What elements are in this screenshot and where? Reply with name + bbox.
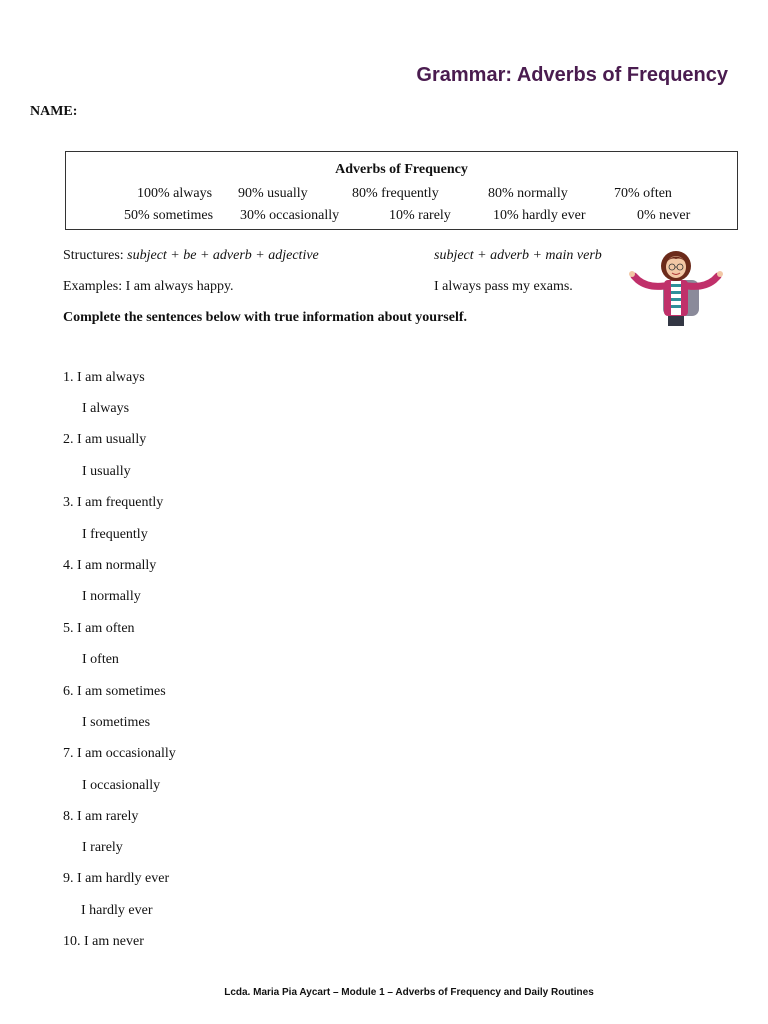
name-label: NAME: bbox=[30, 104, 78, 119]
exercise-6-be: 6. I am sometimes bbox=[63, 684, 166, 699]
exercise-7-verb: I occasionally bbox=[82, 778, 161, 793]
example-be: I am always happy. bbox=[125, 279, 234, 294]
freq-rarely: 10% rarely bbox=[389, 208, 451, 223]
examples-line bbox=[63, 279, 234, 295]
exercise-9-verb: I hardly ever bbox=[81, 903, 153, 918]
freq-frequently: 80% frequently bbox=[352, 186, 439, 201]
freq-never: 0% never bbox=[637, 208, 691, 223]
exercise-4-verb: I normally bbox=[82, 589, 141, 604]
exercise-6-verb: I sometimes bbox=[82, 715, 151, 730]
instruction: Complete the sentences below with true information about yourself. bbox=[63, 310, 468, 325]
exercise-10-be: 10. I am never bbox=[63, 934, 144, 949]
freq-normally: 80% normally bbox=[488, 186, 568, 201]
girl-illustration bbox=[626, 250, 726, 330]
page-footer: Lcda. Maria Pia Aycart – Module 1 – Adverbs of Frequency and Daily Routines bbox=[224, 987, 594, 998]
right-hand bbox=[717, 271, 723, 277]
exercise-7-be: 7. I am occasionally bbox=[63, 746, 176, 761]
left-arm bbox=[634, 276, 664, 286]
exercise-5-be: 5. I am often bbox=[63, 621, 135, 636]
exercise-8-be: 8. I am rarely bbox=[63, 809, 139, 824]
exercise-5-verb: I often bbox=[82, 652, 119, 667]
example-verb: I always pass my exams. bbox=[434, 279, 573, 294]
exercise-9-be: 9. I am hardly ever bbox=[63, 871, 170, 886]
exercise-2-be: 2. I am usually bbox=[63, 432, 147, 447]
structures-line bbox=[63, 248, 319, 264]
exercise-2-verb: I usually bbox=[82, 464, 131, 479]
structure-formula-verb bbox=[434, 248, 602, 264]
legs bbox=[668, 316, 684, 326]
freq-often: 70% often bbox=[614, 186, 672, 201]
left-hand bbox=[629, 271, 635, 277]
freq-always: 100% always bbox=[137, 186, 213, 201]
structures-label: Structures: bbox=[63, 248, 124, 263]
exercise-1-be: 1. I am always bbox=[63, 370, 145, 385]
exercise-3-verb: I frequently bbox=[82, 527, 148, 542]
structure-formula-verb-text: subject + adverb + main verb bbox=[434, 248, 602, 263]
examples-label: Examples: bbox=[63, 279, 123, 294]
freq-sometimes: 50% sometimes bbox=[124, 208, 214, 223]
exercise-4-be: 4. I am normally bbox=[63, 558, 157, 573]
frequency-table-title: Adverbs of Frequency bbox=[335, 162, 468, 177]
exercise-3-be: 3. I am frequently bbox=[63, 495, 164, 510]
page-title: Grammar: Adverbs of Frequency bbox=[416, 64, 728, 86]
freq-usually: 90% usually bbox=[238, 186, 308, 201]
frequency-table bbox=[65, 151, 738, 230]
freq-occasionally: 30% occasionally bbox=[240, 208, 340, 223]
structure-formula-be: subject + be + adverb + adjective bbox=[127, 248, 319, 263]
freq-hardly-ever: 10% hardly ever bbox=[493, 208, 586, 223]
exercise-8-verb: I rarely bbox=[82, 840, 123, 855]
exercise-1-verb: I always bbox=[82, 401, 130, 416]
